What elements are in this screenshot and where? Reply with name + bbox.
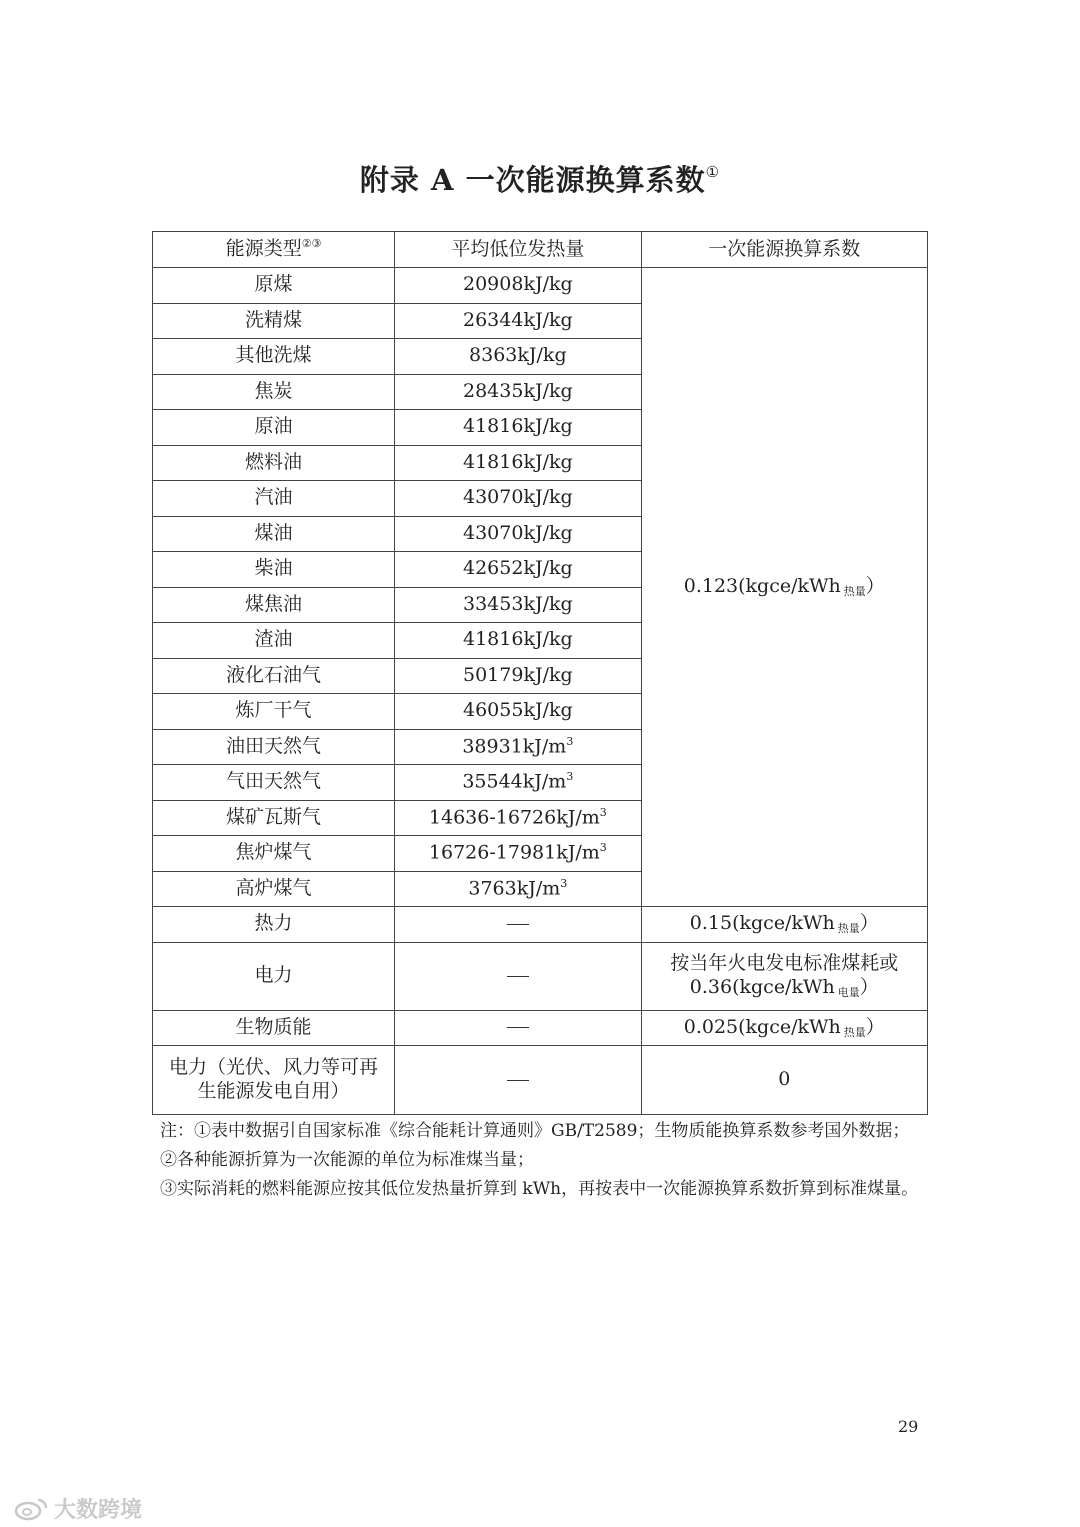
energy-type-cell: 煤矿瓦斯气	[153, 800, 395, 836]
heat-value-cell: $16726-17981kJ/m^3$	[395, 836, 641, 872]
energy-type-cell: 柴油	[153, 552, 395, 588]
energy-type-cell: 煤油	[153, 516, 395, 552]
header-energy-type: 能源类型②③	[153, 232, 395, 268]
watermark	[14, 1493, 142, 1524]
title-text: 附录 A 一次能源换算系数	[359, 163, 706, 197]
energy-type-cell: 高炉煤气	[153, 871, 395, 907]
heat-value-cell: $14636-16726kJ/m^3$	[395, 800, 641, 836]
dash-mark	[507, 976, 529, 977]
energy-type-cell: 焦炉煤气	[153, 836, 395, 872]
heat-value-cell: 8363kJ/kg	[395, 339, 641, 375]
header-conversion-coef: 一次能源换算系数	[641, 232, 927, 268]
heat-value-cell: 20908kJ/kg	[395, 268, 641, 304]
table-row-heat	[153, 907, 928, 943]
heat-value-cell	[395, 1010, 641, 1046]
energy-type-cell: 油田天然气	[153, 729, 395, 765]
table-header-row	[153, 232, 928, 268]
heat-value-cell: 42652kJ/kg	[395, 552, 641, 588]
table-row	[153, 268, 928, 304]
note-2: ②各种能源折算为一次能源的单位为标准煤当量；	[160, 1149, 534, 1170]
heat-value-cell: $3763kJ/m^3$	[395, 871, 641, 907]
page-number: 29	[898, 1417, 919, 1436]
page-title	[0, 158, 1080, 199]
dash-mark	[507, 924, 529, 925]
energy-type-cell: 洗精煤	[153, 303, 395, 339]
heat-value-cell: 41816kJ/kg	[395, 623, 641, 659]
energy-conversion-table	[152, 231, 928, 1115]
energy-type-cell: 炼厂干气	[153, 694, 395, 730]
fossil-coef-cell: 0.123(kgce/kWh 热量）	[641, 268, 927, 907]
energy-type-cell: 气田天然气	[153, 765, 395, 801]
table-row-electric	[153, 942, 928, 1010]
heat-value-cell: $35544kJ/m^3$	[395, 765, 641, 801]
header-footnote-mark: ②③	[301, 237, 322, 251]
energy-type-cell: 焦炭	[153, 374, 395, 410]
dash-mark	[507, 1027, 529, 1028]
heat-value-cell: 46055kJ/kg	[395, 694, 641, 730]
energy-type-cell: 原油	[153, 410, 395, 446]
energy-type-cell: 液化石油气	[153, 658, 395, 694]
heat-value-cell: 43070kJ/kg	[395, 481, 641, 517]
coef-cell: 0.025(kgce/kWh 热量）	[641, 1010, 927, 1046]
coef-cell: 0	[641, 1046, 927, 1115]
heat-value-cell: 41816kJ/kg	[395, 445, 641, 481]
energy-type-cell: 汽油	[153, 481, 395, 517]
energy-type-cell: 燃料油	[153, 445, 395, 481]
table-row-renewable	[153, 1046, 928, 1115]
note-1: 注：①表中数据引自国家标准《综合能耗计算通则》GB/T2589；生物质能换算系数参考国外数据；	[160, 1121, 910, 1141]
heat-value-cell: 41816kJ/kg	[395, 410, 641, 446]
heat-value-cell: $38931kJ/m^3$	[395, 729, 641, 765]
energy-type-cell: 其他洗煤	[153, 339, 395, 375]
energy-type-cell: 生物质能	[153, 1010, 395, 1046]
energy-type-cell: 渣油	[153, 623, 395, 659]
heat-value-cell: 50179kJ/kg	[395, 658, 641, 694]
table-row-biomass	[153, 1010, 928, 1046]
energy-type-cell: 电力	[153, 942, 395, 1010]
heat-value-cell	[395, 942, 641, 1010]
dash-mark	[507, 1080, 529, 1081]
energy-type-cell: 原煤	[153, 268, 395, 304]
heat-value-cell: 26344kJ/kg	[395, 303, 641, 339]
weibo-logo-icon	[14, 1497, 48, 1521]
coef-cell: 按当年火电发电标准煤耗或 0.36(kgce/kWh 电量）	[641, 942, 927, 1010]
energy-type-cell: 电力（光伏、风力等可再 生能源发电自用）	[153, 1046, 395, 1115]
energy-type-cell: 热力	[153, 907, 395, 943]
title-footnote-mark: ①	[705, 163, 721, 182]
table-body	[153, 268, 928, 1115]
energy-type-cell: 煤焦油	[153, 587, 395, 623]
table-notes	[160, 1117, 920, 1204]
header-heat-value: 平均低位发热量	[395, 232, 641, 268]
heat-value-cell: 28435kJ/kg	[395, 374, 641, 410]
heat-value-cell	[395, 1046, 641, 1115]
heat-value-cell: 43070kJ/kg	[395, 516, 641, 552]
heat-value-cell	[395, 907, 641, 943]
coef-cell: 0.15(kgce/kWh 热量）	[641, 907, 927, 943]
watermark-text: 大数跨境	[54, 1498, 143, 1523]
note-3: ③实际消耗的燃料能源应按其低位发热量折算到 kWh，再按表中一次能源换算系数折算到标准煤量。	[160, 1178, 919, 1199]
heat-value-cell: 33453kJ/kg	[395, 587, 641, 623]
